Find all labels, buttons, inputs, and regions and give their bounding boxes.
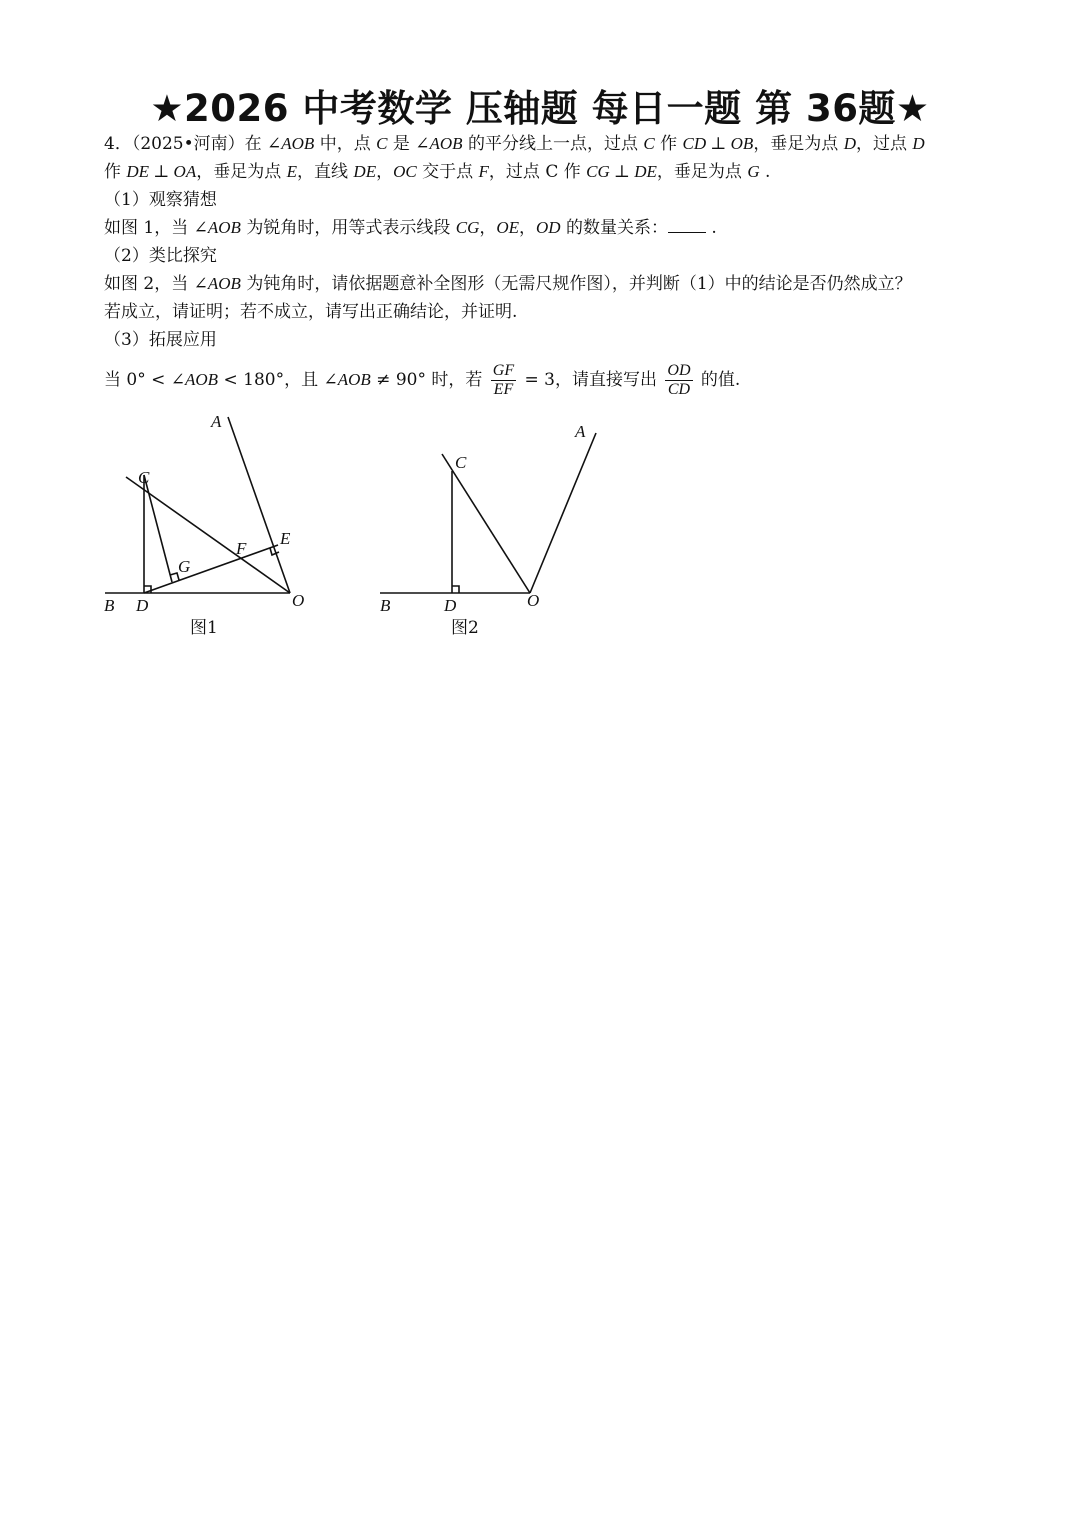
math-point-d: D (912, 134, 925, 153)
fig1-label-e: E (280, 529, 291, 548)
fig2-label-c: C (455, 453, 467, 472)
math-point-g: G (747, 162, 760, 181)
geometry-figures (0, 405, 700, 645)
math-line-oc: OC (393, 162, 417, 181)
text-segment: 交于点 (416, 162, 479, 182)
fig2-label-a: A (575, 422, 586, 441)
text-segment: ≠ 90° 时，若 (370, 370, 488, 390)
text-segment: 作 (654, 134, 683, 154)
math-point-c: C (376, 134, 388, 153)
text-segment: ， (479, 218, 497, 238)
text-segment: 的值. (695, 370, 741, 390)
text-segment: 的平分线上一点，过点 (462, 134, 644, 154)
fraction-denominator: EF (493, 381, 514, 398)
part2-question-line2: 若成立，请证明；若不成立，请写出正确结论，并证明. (104, 302, 518, 322)
text-segment: 的数量关系： (560, 218, 668, 238)
text-segment: ， (519, 218, 537, 238)
figure-1 (105, 417, 290, 593)
math-angle-aob: ∠AOB (193, 274, 241, 293)
math-segment-cg: CG (455, 218, 480, 237)
math-point-d: D (843, 134, 856, 153)
fig1-label-c: C (138, 468, 150, 487)
part2-heading: （2）类比探究 (104, 246, 217, 266)
text-segment: ，过点 (856, 134, 913, 154)
text-segment: ，过点 C 作 (488, 162, 587, 182)
problem-line-2 (104, 158, 984, 186)
fraction-numerator: OD (667, 362, 691, 379)
part1-question (104, 214, 984, 242)
fraction-od-over-cd (665, 362, 692, 399)
problem-statement (104, 130, 984, 400)
math-angle-aob: ∠AOB (415, 134, 463, 153)
figure-2 (380, 433, 596, 593)
text-segment: . (706, 218, 717, 238)
fig2-label-o: O (527, 591, 540, 610)
fig2-label-d: D (444, 596, 457, 615)
fraction-denominator: CD (667, 381, 691, 398)
math-angle-aob: ∠AOB (323, 370, 371, 389)
text-segment: ，直线 (297, 162, 354, 182)
fig2-caption: 图2 (451, 618, 479, 638)
fig1-label-f: F (236, 539, 247, 558)
text-segment: = 3，请直接写出 (519, 370, 663, 390)
math-point-f: F (478, 162, 489, 181)
fig1-caption: 图1 (190, 618, 218, 638)
ray-oa (228, 417, 290, 593)
fig1-label-b: B (104, 596, 115, 615)
fig2-label-b: B (380, 596, 391, 615)
fraction-gf-over-ef (491, 362, 516, 399)
math-cd-perp-ob: CD ⊥ OB (682, 134, 754, 153)
ray-oa-2 (530, 433, 596, 593)
math-angle-aob: ∠AOB (193, 218, 241, 237)
text-segment: 4．（2025•河南）在 (104, 134, 268, 154)
text-segment: 为钝角时，请依据题意补全图形（无需尺规作图），并判断（1）中的结论是否仍然成立？ (240, 274, 912, 294)
text-segment: 如图 1，当 (104, 218, 194, 238)
math-point-c: C (643, 134, 655, 153)
text-segment: ，垂足为点 (753, 134, 844, 154)
text-segment: 当 0° < (104, 370, 171, 390)
math-de-perp-oa: DE ⊥ OA (126, 162, 197, 181)
text-segment: 如图 2，当 (104, 274, 194, 294)
text-segment: ， (376, 162, 394, 182)
problem-line-1 (104, 130, 984, 158)
right-angle-mark-d-2 (452, 586, 459, 593)
math-segment-oe: OE (496, 218, 520, 237)
math-point-e: E (286, 162, 298, 181)
fig1-label-d: D (136, 596, 149, 615)
math-angle-aob: ∠AOB (170, 370, 219, 389)
text-segment: . (759, 162, 771, 182)
fig1-label-g: G (178, 557, 191, 576)
math-segment-od: OD (536, 218, 561, 237)
line-oc (126, 477, 290, 593)
text-segment: ，垂足为点 (196, 162, 287, 182)
answer-blank[interactable] (668, 218, 706, 233)
part3-heading: （3）拓展应用 (104, 330, 217, 350)
text-segment: 为锐角时，用等式表示线段 (240, 218, 456, 238)
text-segment: 作 (104, 162, 127, 182)
fig1-label-a: A (211, 412, 222, 431)
fig1-label-o: O (292, 591, 305, 610)
page-title: ★2026 中考数学 压轴题 每日一题 第 36题★ (150, 87, 930, 130)
text-segment: 是 (387, 134, 416, 154)
math-cg-perp-de: CG ⊥ DE (586, 162, 657, 181)
text-segment: 中，点 (314, 134, 377, 154)
part3-question (104, 360, 984, 400)
part2-question (104, 270, 984, 298)
part1-heading: （1）观察猜想 (104, 190, 217, 210)
line-oc-2 (442, 454, 530, 593)
math-line-de: DE (353, 162, 377, 181)
segment-cg (144, 475, 172, 582)
text-segment: ，垂足为点 (656, 162, 748, 182)
math-angle-aob: ∠AOB (267, 134, 315, 153)
fraction-numerator: GF (492, 362, 515, 379)
text-segment: < 180°，且 (218, 370, 324, 390)
